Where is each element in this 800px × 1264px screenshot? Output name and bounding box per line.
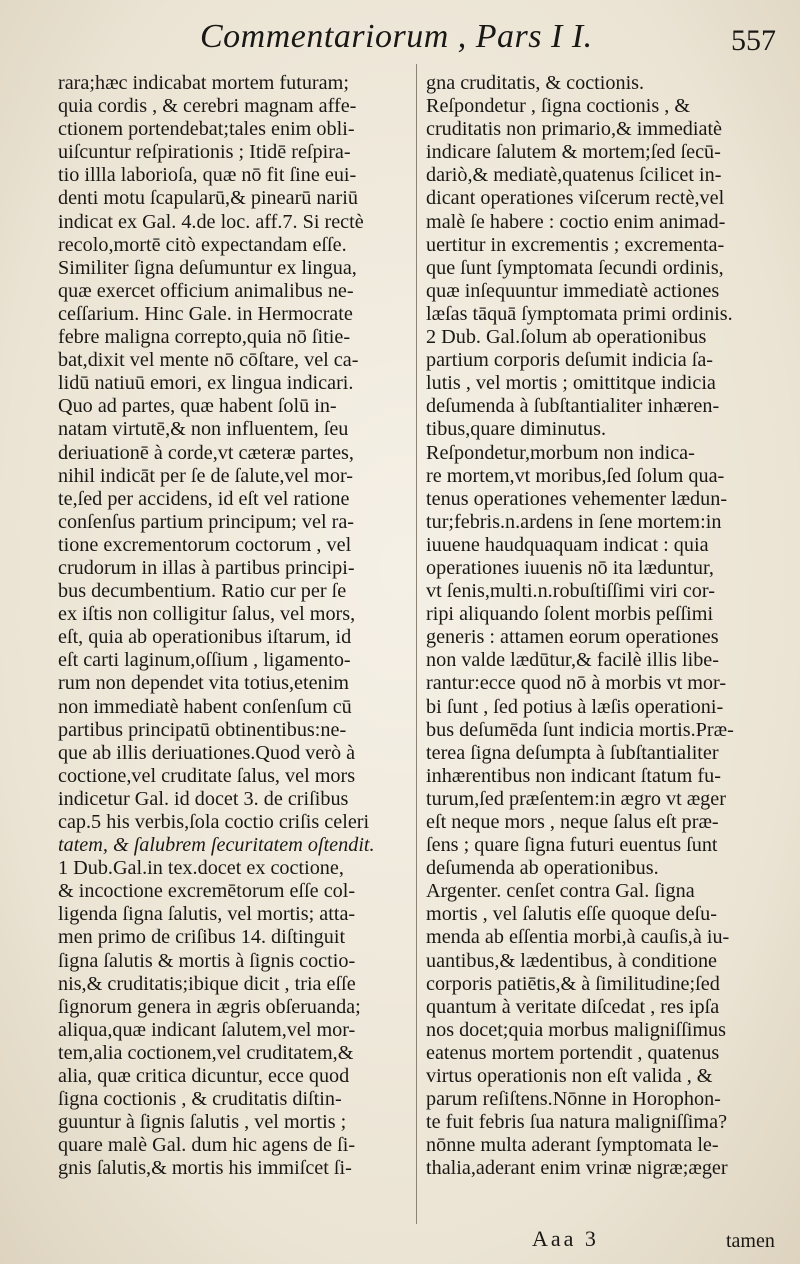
text-line: tione excrementorum coctorum , vel [58, 533, 352, 556]
text-line: gnis ſalutis,& mortis his immiſcet ſi- [58, 1157, 352, 1180]
text-line: indicetur Gal. id docet 3. de criſibus [58, 787, 349, 810]
text-line: menda ab eſſentia morbi,à cauſis,à iu- [426, 926, 730, 949]
text-line: aliqua,quæ indicant ſalutem,vel mor- [58, 1018, 356, 1041]
text-line: uertitur in excrementis ; excrementa- [426, 233, 725, 256]
left-column [58, 72, 410, 1181]
catchword: tamen [726, 1230, 775, 1252]
text-line: febre maligna correpto,quia nō ſitie- [58, 326, 351, 349]
text-line: tem,alia coctionem,vel cruditatem,& [58, 1041, 354, 1064]
text-line: nos docet;quia morbus maligniſſimus [426, 1018, 726, 1041]
text-line: Reſpondetur , ſigna coctionis , & [426, 95, 691, 118]
text-line: bus decumbentium. Ratio cur per ſe [58, 580, 347, 603]
text-line: thalia,aderant enim vrinæ nigræ;æger [426, 1157, 728, 1180]
text-line: ſigna ſalutis & mortis à ſignis coctio- [58, 949, 356, 972]
text-line: bi ſunt , ſed potius à læſis operationi- [426, 695, 724, 718]
text-line: natam virtutē,& non influentem, ſeu [58, 418, 349, 441]
text-line: mortis , vel ſalutis eſſe quoque deſu- [426, 903, 717, 926]
page-number: 557 [731, 24, 776, 57]
text-line: nōnne multa aderant ſymptomata le- [426, 1134, 719, 1157]
text-line: terea ſigna deſumpta à ſubſtantialiter [426, 741, 719, 764]
text-line: coctione,vel cruditate ſalus, vel mors [58, 764, 356, 787]
text-line: cap.5 his verbis,ſola coctio criſis celeri [58, 811, 370, 833]
text-line: & incoctione excremētorum eſſe col- [58, 880, 356, 903]
column-divider [416, 64, 417, 1224]
text-line: quæ inſequuntur immediatè actiones [426, 279, 720, 302]
text-line: turum,ſed præſentem:in ægro vt æger [426, 787, 726, 810]
text-line: corporis patiētis,& à ſimilitudine;ſed [426, 972, 720, 995]
text-line: ligenda ſigna ſalutis, vel mortis; atta- [58, 903, 356, 926]
text-line: ripi aliquando ſolent morbis peſſimi [426, 603, 714, 626]
text-line: partium corporis deſumit indicia ſa- [426, 349, 714, 372]
text-line: guuntur à ſignis ſalutis , vel mortis ; [58, 1111, 347, 1134]
text-line: Argenter. cenſet contra Gal. ſigna [426, 880, 695, 903]
text-line: partibus principatū obtinentibus:ne- [58, 718, 347, 741]
text-line: que ſunt ſymptomata ſecundi ordinis, [426, 256, 724, 279]
text-line: tatem, & ſalubrem ſecuritatem oſtendit. [58, 834, 375, 857]
text-line: læſas tāquā ſymptomata primi ordinis. [426, 302, 733, 325]
text-line: malè ſe habere : coctio enim animad- [426, 210, 726, 233]
text-line: rum non dependet vita totius,etenim [58, 672, 349, 695]
text-line: vt ſenis,multi.n.robuſtiſſimi viri cor- [426, 580, 715, 603]
text-line: virtus operationis non eſt valida , & [426, 1065, 713, 1088]
text-line: Quo ad partes, quæ habent ſolū in- [58, 395, 337, 418]
text-line: men primo de criſibus 14. diſtinguit [58, 926, 346, 949]
right-column [426, 72, 768, 1181]
text-line: recolo,mortē citò expectandam eſſe. [58, 233, 347, 256]
text-line: rantur:ecce quod nō à morbis vt mor- [426, 672, 727, 695]
text-line: tibus,quare diminutus. [426, 418, 606, 441]
text-line: quare malè Gal. dum hic agens de ſi- [58, 1134, 356, 1157]
text-line: conſenſus partium principum; vel ra- [58, 510, 355, 533]
text-line: quæ exercet officium animalibus ne- [58, 279, 354, 302]
text-line: inhærentibus non indicant ſtatum fu- [426, 764, 721, 787]
text-line: ſignorum genera in ægris obſeruanda; [58, 995, 361, 1018]
text-line: ctionem portendebat;tales enim obli- [58, 118, 355, 141]
text-line: eſt neque mors , neque ſalus eſt præ- [426, 811, 719, 833]
text-line: cruditatis non primario,& immediatè [426, 118, 723, 141]
text-line: deſumenda ab operationibus. [426, 857, 659, 880]
text-line: denti motu ſcapularū,& pinearū nariū [58, 187, 358, 210]
text-line: alia, quæ critica dicuntur, ecce quod [58, 1065, 350, 1088]
text-line: bat,dixit vel mente nō cōſtare, vel ca- [58, 349, 359, 372]
text-line: uiſcuntur reſpirationis ; Itidē reſpira- [58, 141, 351, 164]
text-line: dariò,& mediatè,quatenus ſcilicet in- [426, 164, 722, 187]
text-line: re mortem,vt moribus,ſed ſolum qua- [426, 464, 725, 487]
text-line: deriuationē à corde,vt cæteræ partes, [58, 441, 354, 464]
text-line: quia cordis , & cerebri magnam affe- [58, 95, 357, 118]
text-line: uantibus,& lædentibus, à conditione [426, 949, 718, 972]
text-line: gna cruditatis, & coctionis. [426, 72, 645, 94]
text-line: rara;hæc indicabat mortem futuram; [58, 72, 349, 94]
text-line: indicare ſalutem & mortem;ſed ſecū- [426, 141, 721, 164]
text-line: nihil indicāt per ſe de ſalute,vel mor- [58, 464, 354, 487]
text-line: lidū natiuū emori, ex lingua indicari. [58, 372, 354, 395]
text-line: ceſſarium. Hinc Gale. in Hermocrate [58, 302, 353, 325]
text-line: eſt, quia ab operationibus iſtarum, id [58, 626, 352, 649]
text-line: generis : attamen eorum operationes [426, 626, 719, 649]
text-line: crudorum in illas à partibus principi- [58, 556, 355, 579]
text-line: non valde lædūtur,& facilè illis libe- [426, 649, 719, 672]
text-line: ſens ; quare ſigna futuri euentus ſunt [426, 834, 718, 857]
text-line: parum reſiſtens.Nōnne in Horophon- [426, 1088, 721, 1111]
text-line: bus deſumēda ſunt indicia mortis.Præ- [426, 718, 734, 741]
text-line: dicant operationes viſcerum rectè,vel [426, 187, 725, 210]
text-line: ex iſtis non colligitur ſalus, vel mors, [58, 603, 356, 626]
text-line: 1 Dub.Gal.in tex.docet ex coctione, [58, 857, 344, 880]
text-line: eatenus mortem portendit , quatenus [426, 1041, 720, 1064]
text-line: tenus operationes vehementer lædun- [426, 487, 728, 510]
text-line: tur;febris.n.ardens in ſene mortem:in [426, 510, 722, 533]
text-line: te fuit febris ſua natura maligniſſima? [426, 1111, 728, 1134]
text-line: nis,& cruditatis;ibique dicit , tria eſſe [58, 972, 356, 995]
text-line: iuuene haudquaquam indicat : quia [426, 533, 709, 556]
text-line: ſigna coctionis , & cruditatis diſtin- [58, 1088, 342, 1111]
text-line: eſt carti laginum,oſſium , ligamento- [58, 649, 351, 672]
text-line: non immediatè habent conſenſum cū [58, 695, 352, 718]
text-line: tio illla laborioſa, quæ nō fit ſine eui- [58, 164, 357, 187]
text-line: quantum à veritate diſcedat , res ipſa [426, 995, 720, 1018]
page-header [60, 14, 780, 64]
text-line: deſumenda à ſubſtantialiter inhæren- [426, 395, 720, 418]
text-line: Reſpondetur,morbum non indica- [426, 441, 695, 464]
text-line: Similiter ſigna deſumuntur ex lingua, [58, 256, 357, 279]
text-line: lutis , vel mortis ; omittitque indicia [426, 372, 716, 395]
text-line: indicat ex Gal. 4.de loc. aff.7. Si rectè [58, 210, 364, 233]
text-line: te,ſed per accidens, id eſt vel ratione [58, 487, 350, 510]
text-line: que ab illis deriuationes.Quod verò à [58, 741, 356, 764]
signature-mark: Aaa 3 [532, 1226, 599, 1251]
page-footer [0, 1224, 800, 1254]
text-line: 2 Dub. Gal.ſolum ab operationibus [426, 326, 707, 349]
running-title: Commentariorum , Pars I I. [200, 18, 593, 55]
text-line: operationes iuuenis nō ita læduntur, [426, 556, 714, 579]
